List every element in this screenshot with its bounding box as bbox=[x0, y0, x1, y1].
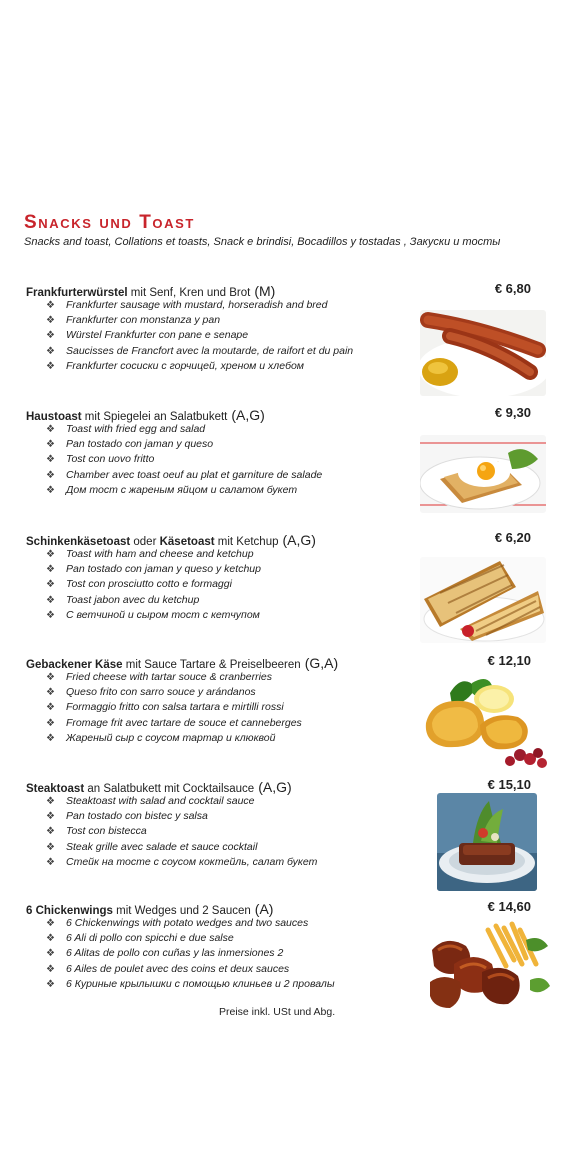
allergen-codes: (M) bbox=[254, 283, 276, 299]
item-name: Schinkenkäsetoast bbox=[26, 536, 131, 548]
translation-line: ❖ Fried cheese with tartar souce & cranberries bbox=[46, 670, 302, 685]
bullet-icon: ❖ bbox=[46, 687, 55, 699]
chicken-wings-photo bbox=[426, 920, 550, 1016]
translation-line: ❖ Pan tostado con jaman y queso bbox=[46, 437, 322, 452]
translation-line: ❖ Frankfurter sausage with mustard, horseradish and bred bbox=[46, 298, 353, 313]
translation-line: ❖ Tost con bistecca bbox=[46, 824, 317, 839]
item-description: an Salatbukett mit Cocktailsauce bbox=[84, 783, 255, 795]
bullet-icon: ❖ bbox=[46, 826, 55, 838]
bullet-icon: ❖ bbox=[46, 594, 55, 606]
translation-line: ❖ С ветчиной и сыром тост с кетчупом bbox=[46, 608, 261, 623]
translation-list bbox=[46, 670, 302, 746]
bullet-icon: ❖ bbox=[46, 484, 55, 496]
item-price: € 14,60 bbox=[487, 899, 531, 914]
translation-list bbox=[46, 916, 335, 992]
translation-line: ❖ Steaktoast with salad and cocktail sauce bbox=[46, 794, 317, 809]
bullet-icon: ❖ bbox=[46, 717, 55, 729]
bullet-icon: ❖ bbox=[46, 811, 55, 823]
item-description-alt: mit Ketchup bbox=[214, 536, 279, 548]
menu-title: Snacks und Toast bbox=[24, 212, 195, 233]
allergen-codes: (A,G) bbox=[258, 779, 292, 795]
item-price: € 12,10 bbox=[487, 653, 531, 668]
item-name: Frankfurterwürstel bbox=[26, 287, 128, 299]
translation-line: ❖ Fromage frit avec tartare de souce et canneberges bbox=[46, 716, 302, 731]
item-description: mit Senf, Kren und Brot bbox=[127, 287, 251, 299]
item-price: € 9,30 bbox=[494, 405, 531, 420]
item-heading bbox=[26, 532, 316, 548]
translation-line: ❖ 6 Ailes de poulet avec des coins et deux sauces bbox=[46, 962, 335, 977]
item-heading bbox=[26, 407, 265, 423]
bullet-icon: ❖ bbox=[46, 330, 55, 342]
allergen-codes: (A,G) bbox=[282, 532, 316, 548]
item-heading bbox=[26, 901, 273, 917]
translation-line: ❖ Toast jabon avec du ketchup bbox=[46, 593, 261, 608]
translation-line: ❖ Стейк на тосте с соусом коктейль, салат букет bbox=[46, 855, 317, 870]
item-heading bbox=[26, 283, 275, 299]
translation-line: ❖ Дом тост с жареным яйцом и салатом букет bbox=[46, 483, 322, 498]
translation-line: ❖ Tost con prosciutto cotto e formaggi bbox=[46, 577, 261, 592]
item-name-alt: Käsetoast bbox=[159, 536, 215, 548]
translation-list bbox=[46, 422, 322, 498]
translation-line: ❖ Жареный сыр с соусом тартар и клюквой bbox=[46, 731, 302, 746]
translation-line: ❖ Frankfurter con monstanza y pan bbox=[46, 313, 353, 328]
translation-line: ❖ Chamber avec toast oeuf au plat et garniture de salade bbox=[46, 468, 322, 483]
translation-line: ❖ Saucisses de Francfort avec la moutarde, de raifort et du pain bbox=[46, 344, 353, 359]
bullet-icon: ❖ bbox=[46, 933, 55, 945]
sausages-photo bbox=[420, 310, 546, 396]
item-name: Gebackener Käse bbox=[26, 659, 123, 671]
translation-line: ❖ Tost con uovo fritto bbox=[46, 452, 322, 467]
translation-list bbox=[46, 794, 317, 870]
translation-line: ❖ 6 Alitas de pollo con cuñas y las inmersiones 2 bbox=[46, 946, 335, 961]
item-name: 6 Chickenwings bbox=[26, 905, 113, 917]
allergen-codes: (A) bbox=[254, 901, 274, 917]
translation-line: ❖ 6 Куриные крылышки с помощью клиньев и 2 провалы bbox=[46, 977, 335, 992]
allergen-codes: (G,A) bbox=[304, 655, 339, 671]
item-description: mit Sauce Tartare & Preiselbeeren bbox=[122, 659, 301, 671]
bullet-icon: ❖ bbox=[46, 609, 55, 621]
bullet-icon: ❖ bbox=[46, 424, 55, 435]
bullet-icon: ❖ bbox=[46, 732, 55, 744]
bullet-icon: ❖ bbox=[46, 315, 55, 327]
bullet-icon: ❖ bbox=[46, 579, 55, 591]
bullet-icon: ❖ bbox=[46, 360, 55, 372]
translation-line: ❖ 6 Chickenwings with potato wedges and two sauces bbox=[46, 916, 335, 931]
bullet-icon: ❖ bbox=[46, 564, 55, 576]
bullet-icon: ❖ bbox=[46, 345, 55, 357]
allergen-codes: (A,G) bbox=[231, 407, 265, 423]
menu-subtitle: Snacks and toast, Collations et toasts, Snack e brindisi, Bocadillos y tostadas , Закуски и тосты bbox=[24, 236, 501, 248]
item-name: Haustoast bbox=[26, 411, 82, 423]
translation-list bbox=[46, 298, 353, 374]
translation-line: ❖ Toast with fried egg and salad bbox=[46, 422, 322, 437]
translation-line: ❖ Toast with ham and cheese and ketchup bbox=[46, 547, 261, 562]
item-price: € 6,80 bbox=[494, 281, 531, 296]
bullet-icon: ❖ bbox=[46, 300, 55, 311]
translation-line: ❖ Pan tostado con jaman y queso y ketchup bbox=[46, 562, 261, 577]
item-description: mit Spiegelei an Salatbukett bbox=[81, 411, 228, 423]
bullet-icon: ❖ bbox=[46, 978, 55, 990]
bullet-icon: ❖ bbox=[46, 963, 55, 975]
item-price: € 15,10 bbox=[487, 777, 531, 792]
bullet-icon: ❖ bbox=[46, 948, 55, 960]
cheese-toast-photo bbox=[420, 557, 546, 643]
item-heading bbox=[26, 779, 292, 795]
translation-list bbox=[46, 547, 261, 623]
bullet-icon: ❖ bbox=[46, 672, 55, 683]
bullet-icon: ❖ bbox=[46, 439, 55, 451]
translation-line: ❖ Würstel Frankfurter con pane e senape bbox=[46, 328, 353, 343]
bullet-icon: ❖ bbox=[46, 702, 55, 714]
bullet-icon: ❖ bbox=[46, 841, 55, 853]
translation-line: ❖ Frankfurter сосиски с горчицей, хреном и хлебом bbox=[46, 359, 353, 374]
item-description: oder bbox=[130, 536, 160, 548]
item-heading bbox=[26, 655, 338, 671]
translation-line: ❖ Pan tostado con bistec y salsa bbox=[46, 809, 317, 824]
price-note: Preise inkl. USt und Abg. bbox=[219, 1006, 336, 1018]
translation-line: ❖ Formaggio fritto con salsa tartara e mirtilli rossi bbox=[46, 700, 302, 715]
translation-line: ❖ 6 Ali di pollo con spicchi e due salse bbox=[46, 931, 335, 946]
bullet-icon: ❖ bbox=[46, 454, 55, 466]
steak-toast-photo bbox=[437, 793, 537, 891]
translation-line: ❖ Queso frito con sarro souce y arándanos bbox=[46, 685, 302, 700]
bullet-icon: ❖ bbox=[46, 549, 55, 560]
bullet-icon: ❖ bbox=[46, 469, 55, 481]
item-price: € 6,20 bbox=[494, 530, 531, 545]
fried-cheese-photo bbox=[422, 673, 548, 769]
egg-toast-photo bbox=[420, 435, 546, 513]
bullet-icon: ❖ bbox=[46, 918, 55, 929]
bullet-icon: ❖ bbox=[46, 856, 55, 868]
bullet-icon: ❖ bbox=[46, 796, 55, 807]
translation-line: ❖ Steak grille avec salade et sauce cocktail bbox=[46, 840, 317, 855]
item-description: mit Wedges und 2 Saucen bbox=[112, 905, 251, 917]
item-name: Steaktoast bbox=[26, 783, 85, 795]
